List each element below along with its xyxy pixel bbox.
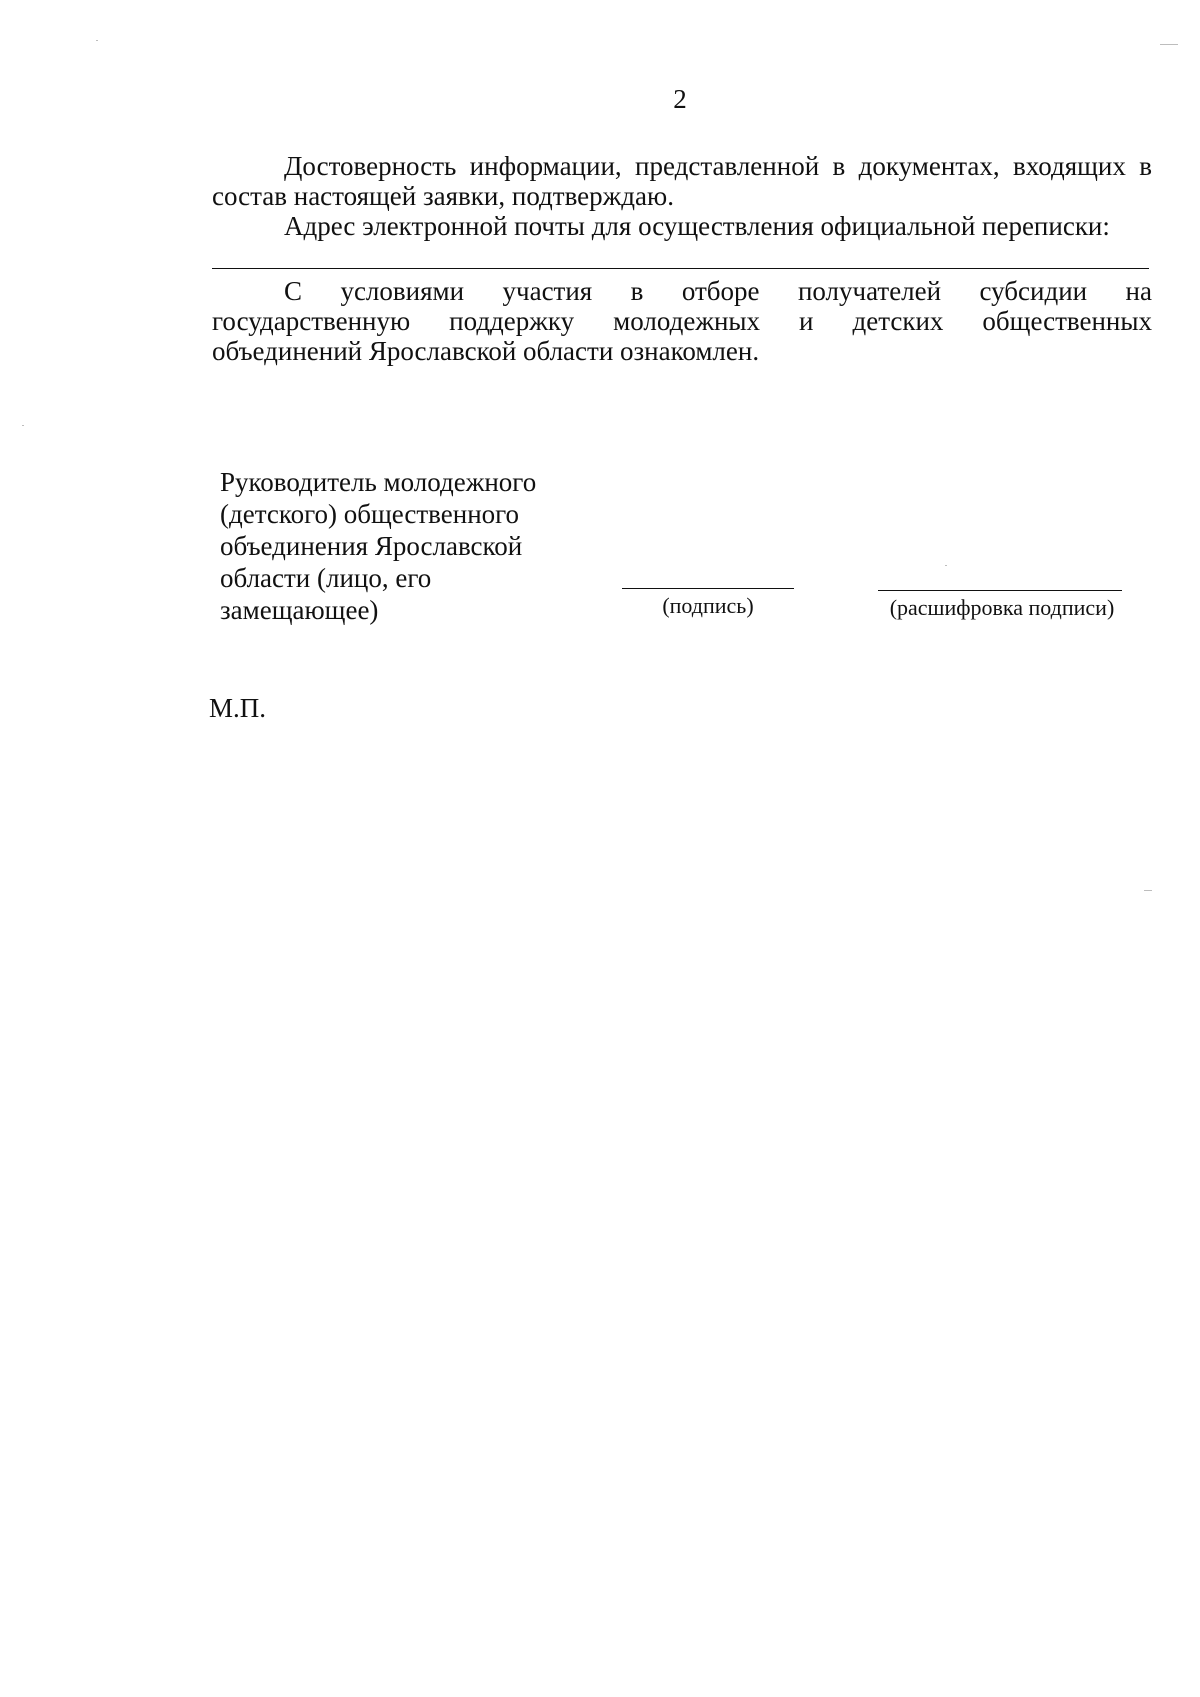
signature-caption: (подпись) [662,593,754,618]
signer-title-line: области (лицо, его [220,563,432,593]
stamp-place-mark: М.П. [209,693,267,723]
acknowledgment-line: объединений Ярославской области ознакомлен. [212,336,760,366]
signer-title-line: (детского) общественного [220,499,520,529]
email-blank-line [212,268,1149,269]
signer-title-line: замещающее) [220,595,379,625]
signature-decryption-caption: (расшифровка подписи) [889,595,1115,620]
email-paragraph: Адрес электронной почты для осуществления официальной переписки: [284,211,1110,241]
scan-speck [945,565,947,566]
signer-title [220,466,580,626]
signer-title-line: Руководитель молодежного [220,467,537,497]
confirmation-paragraph: Достоверность информации, представленной в документах, входящих в состав настоящей заявки, подтверждаю. [212,151,1152,211]
acknowledgment-paragraph [212,276,1152,366]
scan-speck [22,425,24,426]
scan-speck [1160,44,1178,45]
acknowledgment-line: государственную поддержку молодежных и детских общественных [212,306,1152,336]
acknowledgment-line: С условиями участия в отборе получателей субсидии на [284,276,1152,306]
scan-speck [1144,890,1152,891]
page-number: 2 [673,84,687,114]
signature-blank-line [622,588,794,589]
signature-decryption-blank-line [878,590,1122,591]
signer-title-line: объединения Ярославской [220,531,523,561]
scan-speck [96,40,98,41]
